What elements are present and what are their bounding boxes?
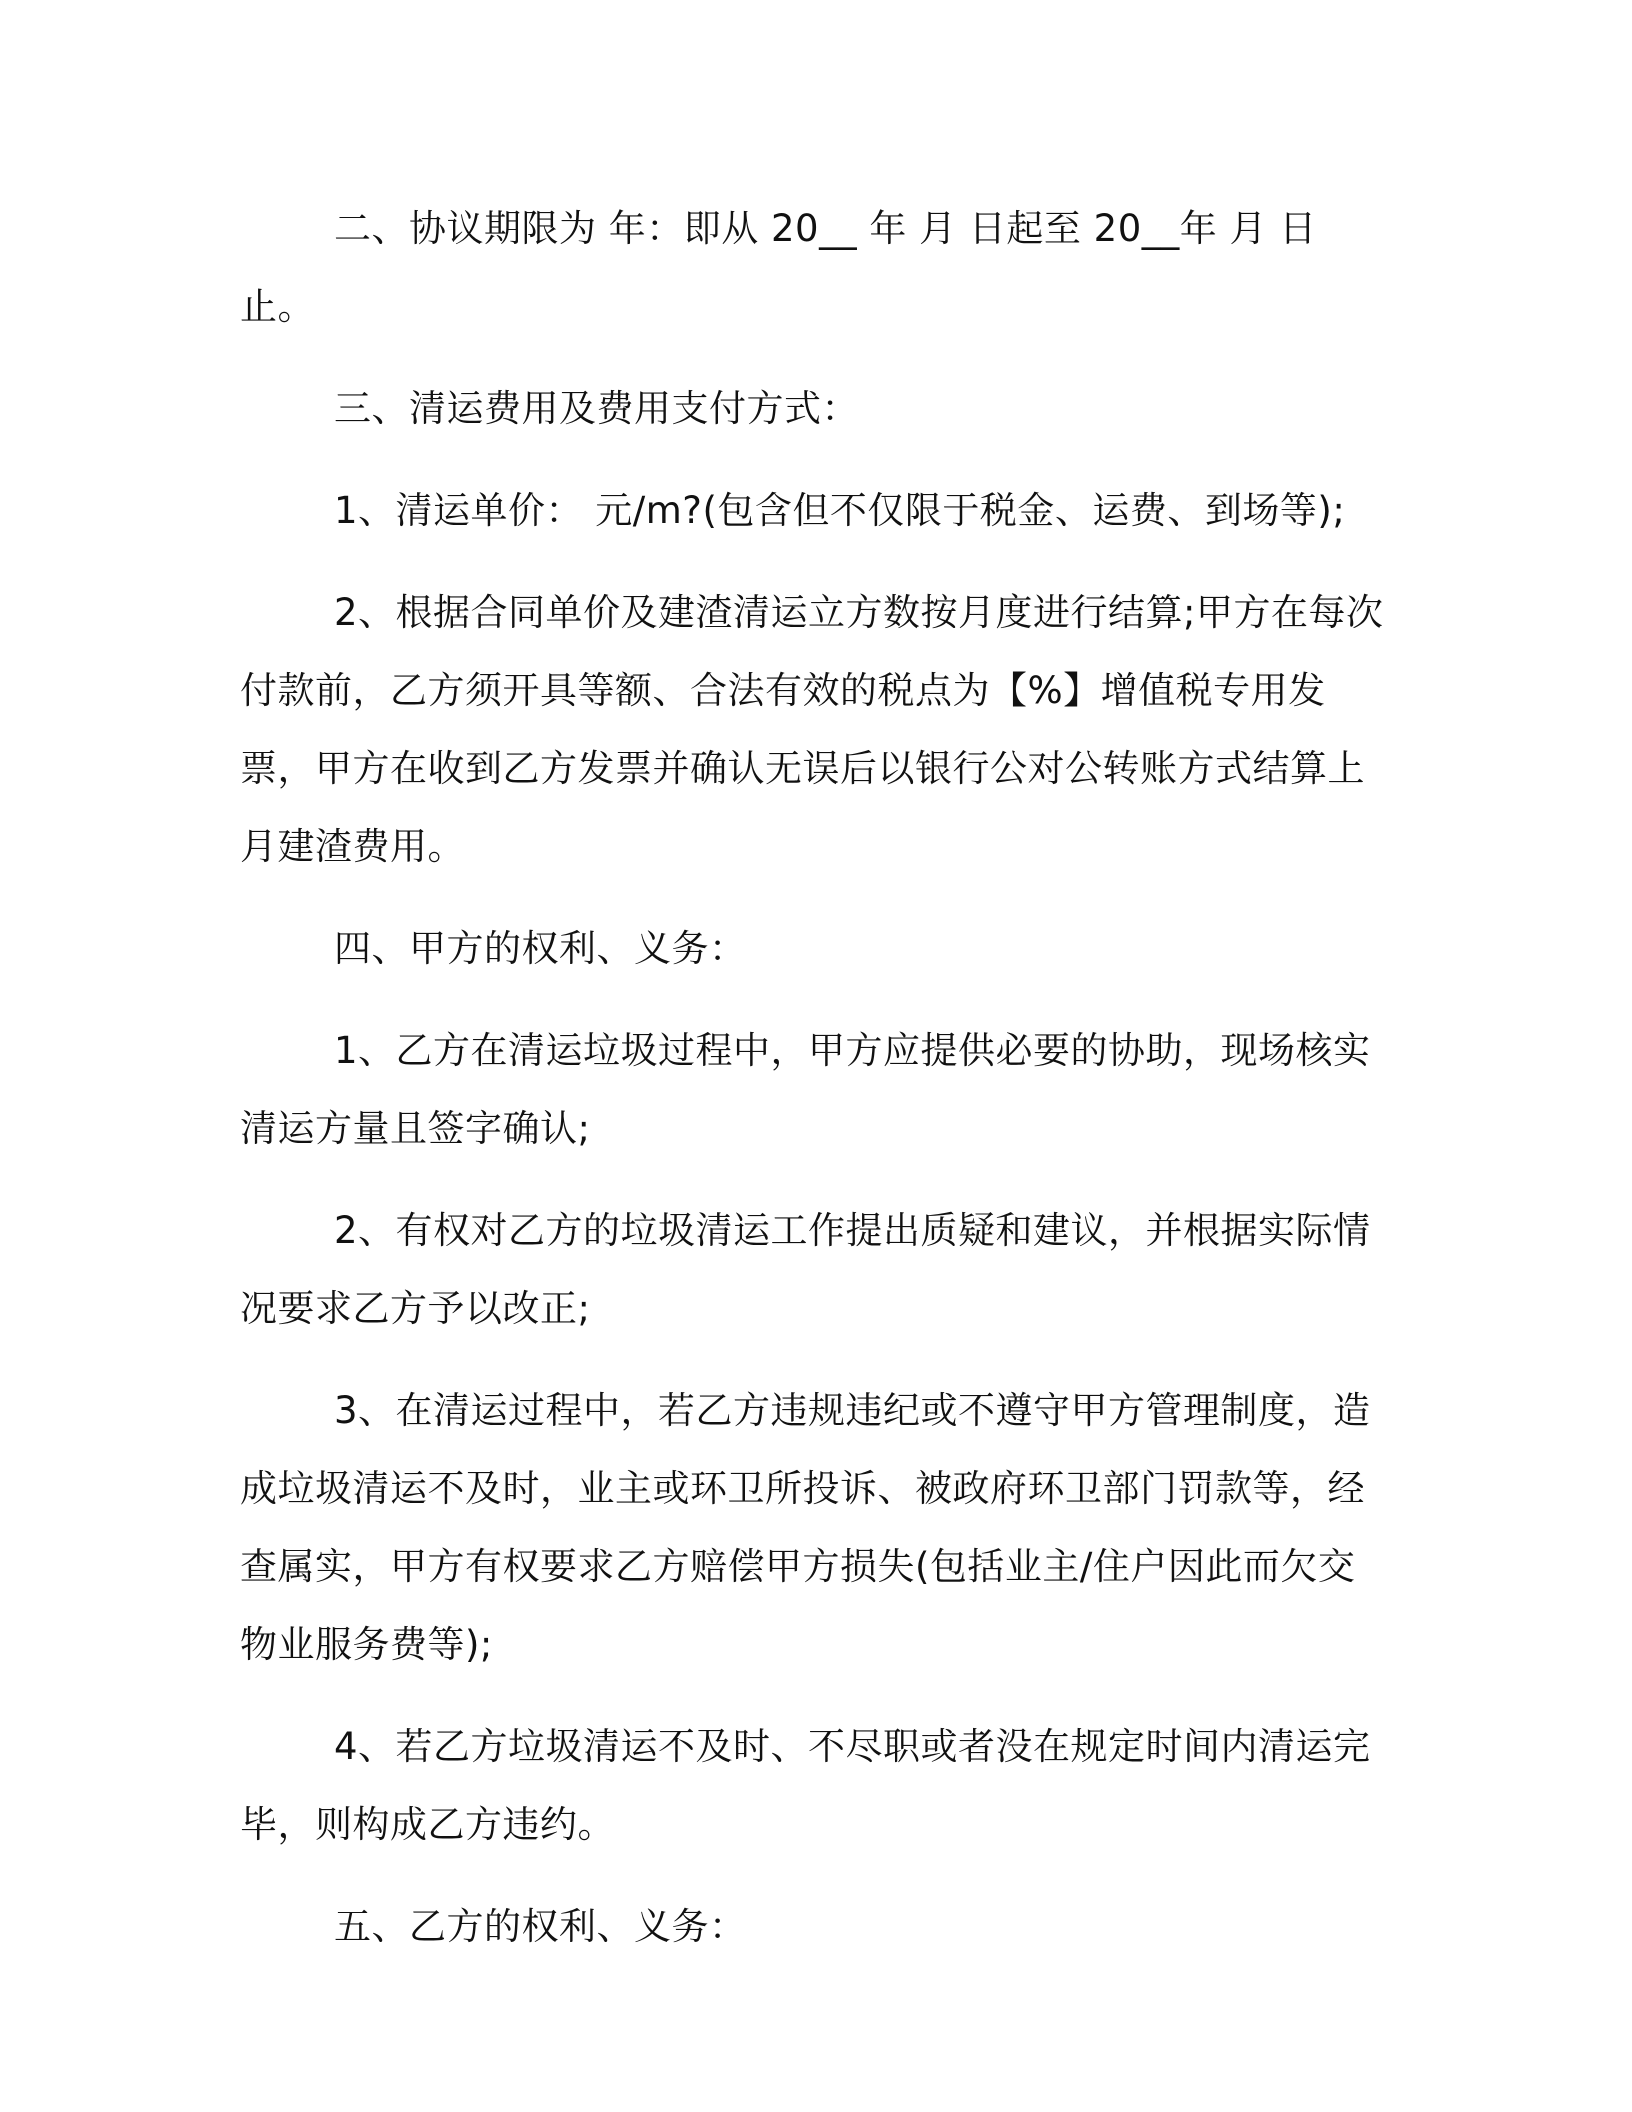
- paragraph-party-a-heading: 四、甲方的权利、义务：: [334, 927, 747, 970]
- paragraph-party-a-item-4: 4、若乙方垃圾清运不及时、不尽职或者没在规定时间内清运完毕，则构成乙方违约。: [240, 1725, 1371, 1846]
- paragraph-term: 二、协议期限为 年：即从 20__ 年 月 日起至 20__年 月 日止。: [240, 207, 1317, 328]
- paragraph-party-a-item-2: 2、有权对乙方的垃圾清运工作提出质疑和建议，并根据实际情况要求乙方予以改正;: [240, 1209, 1371, 1330]
- paragraph-party-b-heading: 五、乙方的权利、义务：: [334, 1905, 747, 1948]
- paragraph-unit-price: 1、清运单价： 元/m?(包含但不仅限于税金、运费、到场等);: [334, 489, 1346, 532]
- paragraph-fee-heading: 三、清运费用及费用支付方式：: [334, 387, 859, 430]
- paragraph-settlement: 2、根据合同单价及建渣清运立方数按月度进行结算;甲方在每次付款前，乙方须开具等额、合法有效的税点为【%】增值税专用发票，甲方在收到乙方发票并确认无误后以银行公对公转账方式结算上月建渣费用。: [240, 591, 1384, 868]
- paragraph-party-a-item-3: 3、在清运过程中，若乙方违规违纪或不遵守甲方管理制度，造成垃圾清运不及时，业主或环卫所投诉、被政府环卫部门罚款等，经查属实，甲方有权要求乙方赔偿甲方损失(包括业主/住户因此而欠交物业服务费等);: [240, 1389, 1371, 1666]
- paragraph-party-a-item-1: 1、乙方在清运垃圾过程中，甲方应提供必要的协助，现场核实清运方量且签字确认;: [240, 1029, 1371, 1150]
- document-body: [240, 190, 1390, 1990]
